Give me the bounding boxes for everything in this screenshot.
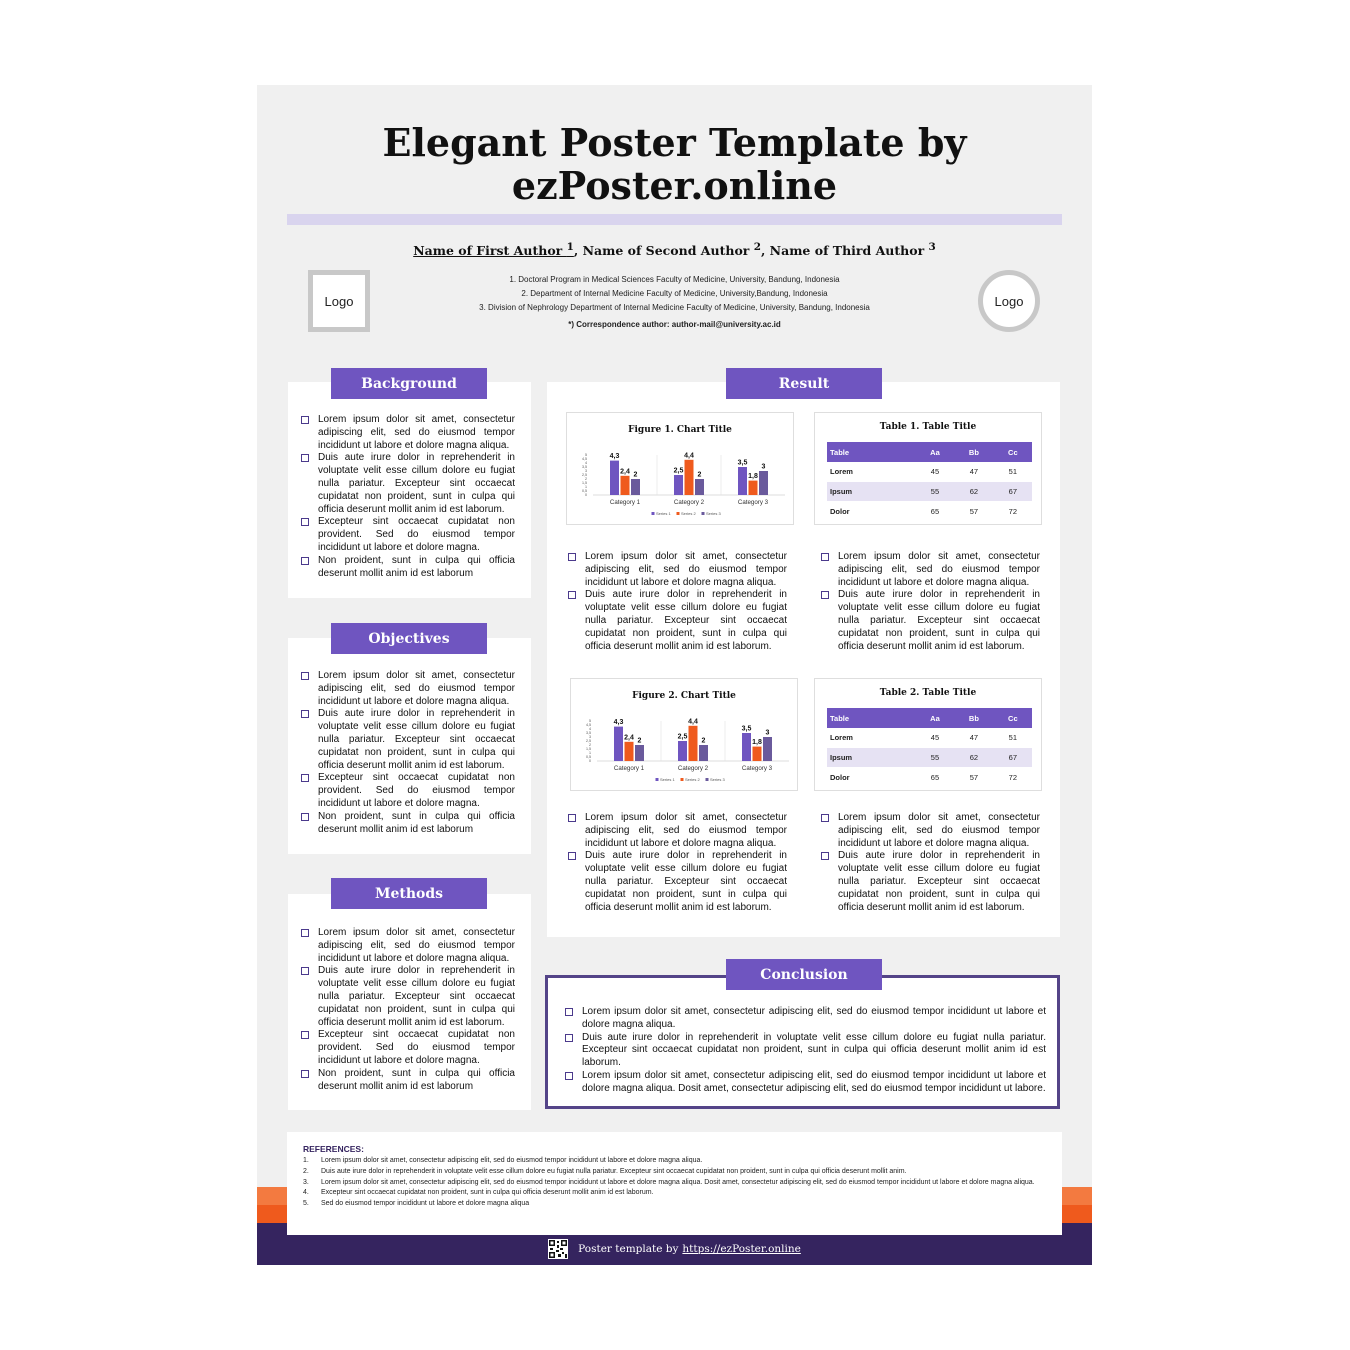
y-tick-label: 2	[589, 743, 591, 748]
table-header: Bb	[954, 442, 994, 462]
data-label: 2,4	[620, 468, 630, 476]
first-author: Name of First Author $^1$	[413, 241, 574, 259]
table-cell: Lorem	[827, 462, 916, 482]
list-item: Duis aute irure dolor in reprehenderit in voluptate velit esse cillum dolore eu fugiat nulla pariatur. Excepteur sint occaecat cupidatat non proident, sunt in culpa qui officia deserunt mollit anim id est laborum.	[300, 965, 515, 1029]
bar	[689, 726, 698, 761]
data-label: 3	[761, 463, 766, 471]
list-item: Lorem ipsum dolor sit amet, consectetur adipiscing elit, sed do eiusmod tempor incididunt ut labore et dolore magna aliqua. Dosit amet, consectetur adipiscing elit, sed do eiusmod tempor incididunt ut labore.	[564, 1070, 1046, 1096]
y-tick-label: 1	[589, 751, 591, 756]
table-2	[827, 708, 1032, 788]
table-header: Aa	[916, 708, 954, 728]
legend-label: Series 3	[710, 776, 725, 782]
bar	[625, 742, 634, 761]
objectives-heading: Objectives	[331, 623, 487, 654]
bar	[678, 741, 687, 761]
logo-right	[978, 270, 1040, 332]
legend-label: Series 3	[706, 510, 721, 516]
data-label: 3	[765, 729, 770, 737]
bar	[621, 476, 630, 495]
y-tick-label: 4	[585, 461, 587, 466]
data-label: 1,8	[748, 473, 758, 481]
y-tick-label: 3	[589, 735, 591, 740]
bar	[749, 481, 758, 495]
background-card	[288, 382, 531, 598]
legend-swatch	[677, 512, 680, 515]
y-tick-label: 3	[585, 469, 587, 474]
table-cell: 55	[916, 748, 954, 768]
legend-label: Series 2	[685, 776, 700, 782]
table-row	[827, 482, 1032, 502]
table-row	[827, 502, 1032, 522]
legend-label: Series 1	[656, 510, 671, 516]
list-item: Duis aute irure dolor in reprehenderit in voluptate velit esse cillum dolore eu fugiat nulla pariatur. Excepteur sint occaecat cupidatat non proident, sunt in culpa qui officia deserunt mollit anim id est laborum.	[820, 589, 1040, 653]
table-cell: 65	[916, 502, 954, 522]
references-heading: REFERENCES:	[303, 1144, 364, 1154]
table-header: Table	[827, 442, 916, 462]
data-label: 2	[701, 737, 706, 745]
table-2-panel	[814, 678, 1042, 791]
logo-left-text: Logo	[324, 293, 354, 309]
table-header-row	[827, 442, 1032, 462]
conclusion-card	[545, 975, 1060, 1109]
list-item: Duis aute irure dolor in reprehenderit in voluptate velit esse cillum dolore eu fugiat nulla pariatur. Excepteur sint occaecat cupidatat non proident, sunt in culpa qui officia deserunt mollit anim id est laborum.	[820, 850, 1040, 914]
result-text-1	[567, 551, 787, 653]
table-cell: 47	[954, 728, 994, 748]
author-line	[257, 241, 1092, 258]
list-item: Lorem ipsum dolor sit amet, consectetur adipiscing elit, sed do eiusmod tempor incididunt ut labore et dolore magna aliqua.	[300, 414, 515, 452]
methods-list	[300, 927, 515, 1093]
table-cell: 62	[954, 482, 994, 502]
credit-link[interactable]: https://ezPoster.online	[682, 1243, 801, 1255]
third-author-sup: 3	[928, 241, 936, 253]
table-header: Bb	[954, 708, 994, 728]
y-tick-label: 1	[585, 485, 587, 490]
logo-left	[308, 270, 370, 332]
poster-title	[257, 121, 1092, 207]
list-item: Duis aute irure dolor in reprehenderit in voluptate velit esse cillum dolore eu fugiat nulla pariatur. Excepteur sint occaecat cupidatat non proident, sunt in culpa qui officia deserunt mollit anim id est laborum.	[300, 452, 515, 516]
category-label: Category 3	[737, 499, 769, 506]
list-item: Lorem ipsum dolor sit amet, consectetur adipiscing elit, sed do eiusmod tempor incididunt ut labore et dolore magna aliqua.	[567, 551, 787, 589]
bar	[742, 733, 751, 761]
list-item: Lorem ipsum dolor sit amet, consectetur adipiscing elit, sed do eiusmod tempor incididunt ut labore et dolore magna aliqua.	[820, 551, 1040, 589]
title-line-1: Elegant Poster Template by	[382, 120, 967, 165]
result-text-4	[820, 812, 1040, 914]
table-cell: Lorem	[827, 728, 916, 748]
y-tick-label: 5	[589, 719, 591, 724]
logo-right-text: Logo	[994, 293, 1024, 309]
table-header: Aa	[916, 442, 954, 462]
background-list	[300, 414, 515, 580]
category-label: Category 2	[673, 499, 705, 506]
category-label: Category 1	[613, 765, 645, 772]
data-label: 2,5	[673, 467, 684, 475]
list-item: Lorem ipsum dolor sit amet, consectetur adipiscing elit, sed do eiusmod tempor incididunt ut labore et dolore magna aliqua.	[820, 812, 1040, 850]
figure-1-chart	[567, 441, 795, 525]
y-tick-label: 2,5	[582, 473, 587, 478]
table-row	[827, 728, 1032, 748]
figure-2-chart	[571, 707, 799, 791]
conclusion-list	[564, 1006, 1046, 1096]
title-line-2: ezPoster.online	[511, 163, 838, 208]
category-label: Category 2	[677, 765, 709, 772]
legend-swatch	[681, 778, 684, 781]
list-item: Duis aute irure dolor in reprehenderit in voluptate velit esse cillum dolore eu fugiat nulla pariatur. Excepteur sint occaecat cupidatat non proident, sunt in culpa qui officia deserunt mollit anim id est laborum.	[567, 850, 787, 914]
table-1-panel	[814, 412, 1042, 525]
data-label: 1,8	[752, 739, 762, 747]
table-cell: 72	[994, 768, 1032, 788]
y-tick-label: 2,5	[586, 739, 591, 744]
correspondence: *) Correspondence author: author-mail@university.ac.id	[568, 320, 781, 329]
bar	[695, 479, 704, 495]
reference-item: 2. Duis aute irure dolor in reprehenderit in voluptate velit esse cillum dolore eu fugiat nulla pariatur. Excepteur sint occaecat cupidatat non proident, sunt in culpa qui officia deserunt mollit anim.	[303, 1167, 907, 1175]
table-2-title: Table 2. Table Title	[879, 688, 977, 698]
result-text-3	[567, 812, 787, 914]
data-label: 3,5	[737, 459, 748, 467]
legend-swatch	[706, 778, 709, 781]
category-label: Category 3	[741, 765, 773, 772]
data-label: 2	[633, 471, 638, 479]
y-tick-label: 0	[589, 759, 591, 764]
legend-swatch	[702, 512, 705, 515]
figure-1	[566, 412, 794, 525]
references-list	[303, 1156, 1045, 1210]
bar	[763, 737, 772, 761]
affiliation-2: 2. Department of Internal Medicine Faculty of Medicine, University,Bandung, Indonesia	[521, 289, 828, 298]
table-1	[827, 442, 1032, 522]
table-row	[827, 768, 1032, 788]
figure-2-title: Figure 2. Chart Title	[632, 691, 736, 701]
table-1-title: Table 1. Table Title	[879, 422, 977, 432]
affiliation-3: 3. Division of Nephrology Department of Internal Medicine Faculty of Medicine, University, Bandung, Indonesia	[479, 303, 870, 312]
result-text-2	[820, 551, 1040, 653]
legend-label: Series 1	[660, 776, 675, 782]
conclusion-heading: Conclusion	[726, 959, 882, 990]
result-heading: Result	[726, 368, 882, 399]
bar	[699, 745, 708, 761]
legend-swatch	[652, 512, 655, 515]
y-tick-label: 5	[585, 453, 587, 458]
table-cell: 72	[994, 502, 1032, 522]
bar	[614, 727, 623, 761]
references-card	[287, 1132, 1062, 1235]
data-label: 2	[697, 471, 702, 479]
objectives-list	[300, 670, 515, 836]
objectives-card	[288, 638, 531, 854]
reference-item: 5. Sed do eiusmod tempor incididunt ut labore et dolore magna aliqua	[303, 1200, 530, 1208]
data-label: 4,3	[613, 719, 624, 727]
table-header: Cc	[994, 442, 1032, 462]
data-label: 2,5	[677, 733, 688, 741]
table-cell: 45	[916, 728, 954, 748]
second-author-sup: 2	[753, 241, 761, 253]
table-cell: Dolor	[827, 502, 916, 522]
y-tick-label: 4	[589, 727, 591, 732]
y-tick-label: 1,5	[582, 481, 587, 486]
y-tick-label: 0,5	[582, 489, 587, 494]
data-label: 4,4	[688, 718, 698, 726]
affiliations	[407, 273, 942, 332]
list-item: Excepteur sint occaecat cupidatat non provident. Sed do eiusmod tempor incididunt ut labore et dolore magna.	[300, 1029, 515, 1067]
table-cell: 67	[994, 482, 1032, 502]
list-item: Non proident, sunt in culpa qui officia deserunt mollit anim id est laborum	[300, 555, 515, 581]
bar	[685, 460, 694, 495]
list-item: Duis aute irure dolor in reprehenderit in voluptate velit esse cillum dolore eu fugiat nulla pariatur. Excepteur sint occaecat cupidatat non proident, sunt in culpa qui officia deserunt mollit anim id est laborum.	[567, 589, 787, 653]
reference-item: 1. Lorem ipsum dolor sit amet, consectetur adipiscing elit, sed do eiusmod tempor incididunt ut labore et dolore magna aliqua.	[303, 1157, 703, 1164]
bar	[610, 461, 619, 495]
bar	[753, 747, 762, 761]
table-cell: 57	[954, 768, 994, 788]
methods-heading: Methods	[331, 878, 487, 909]
credit-text: Poster template by	[578, 1243, 679, 1255]
bar	[738, 467, 747, 495]
table-cell: 51	[994, 728, 1032, 748]
bar	[635, 745, 644, 761]
table-header: Cc	[994, 708, 1032, 728]
methods-card	[288, 894, 531, 1110]
table-cell: 62	[954, 748, 994, 768]
list-item: Lorem ipsum dolor sit amet, consectetur adipiscing elit, sed do eiusmod tempor incididunt ut labore et dolore magna aliqua.	[564, 1006, 1046, 1032]
bar	[759, 471, 768, 495]
table-cell: 67	[994, 748, 1032, 768]
table-row	[827, 462, 1032, 482]
table-cell: 45	[916, 462, 954, 482]
y-tick-label: 2	[585, 477, 587, 482]
list-item: Excepteur sint occaecat cupidatat non provident. Sed do eiusmod tempor incididunt ut labore et dolore magna.	[300, 772, 515, 810]
bar	[631, 479, 640, 495]
legend-label: Series 2	[681, 510, 696, 516]
y-tick-label: 3,5	[586, 731, 591, 736]
table-cell: 57	[954, 502, 994, 522]
list-item: Lorem ipsum dolor sit amet, consectetur adipiscing elit, sed do eiusmod tempor incididunt ut labore et dolore magna aliqua.	[300, 670, 515, 708]
data-label: 3,5	[741, 725, 752, 733]
reference-item: 4. Excepteur sint occaecat cupidatat non proident, sunt in culpa qui officia deserunt mollit anim id est laborum.	[303, 1189, 654, 1197]
list-item: Duis aute irure dolor in reprehenderit in voluptate velit esse cillum dolore eu fugiat nulla pariatur. Excepteur sint occaecat cupidatat non proident, sunt in culpa qui officia deserunt mollit anim id est laborum.	[300, 708, 515, 772]
table-cell: 65	[916, 768, 954, 788]
data-label: 2,4	[624, 734, 634, 742]
list-item: Lorem ipsum dolor sit amet, consectetur adipiscing elit, sed do eiusmod tempor incididunt ut labore et dolore magna aliqua.	[300, 927, 515, 965]
table-cell: 51	[994, 462, 1032, 482]
y-tick-label: 1,5	[586, 747, 591, 752]
category-label: Category 1	[609, 499, 641, 506]
table-cell: 47	[954, 462, 994, 482]
footer-credit	[257, 1238, 1092, 1260]
y-tick-label: 3,5	[582, 465, 587, 470]
data-label: 4,4	[684, 452, 694, 460]
figure-2	[570, 678, 798, 791]
data-label: 2	[637, 737, 642, 745]
third-author: , Name of Third Author	[760, 243, 929, 259]
data-label: 4,3	[609, 453, 620, 461]
bar	[674, 475, 683, 495]
list-item: Non proident, sunt in culpa qui officia deserunt mollit anim id est laborum	[300, 811, 515, 837]
affiliation-1: 1. Doctoral Program in Medical Sciences Faculty of Medicine, University, Bandung, Indonesia	[509, 275, 840, 284]
background-heading: Background	[331, 368, 487, 399]
poster	[257, 85, 1092, 1265]
table-cell: Ipsum	[827, 748, 916, 768]
list-item: Lorem ipsum dolor sit amet, consectetur adipiscing elit, sed do eiusmod tempor incididunt ut labore et dolore magna aliqua.	[567, 812, 787, 850]
title-divider	[287, 214, 1062, 225]
table-cell: Ipsum	[827, 482, 916, 502]
table-cell: Dolor	[827, 768, 916, 788]
y-tick-label: 0	[585, 493, 587, 498]
result-card	[547, 382, 1060, 937]
list-item: Non proident, sunt in culpa qui officia deserunt mollit anim id est laborum	[300, 1068, 515, 1094]
table-cell: 55	[916, 482, 954, 502]
legend-swatch	[656, 778, 659, 781]
y-tick-label: 4,5	[586, 723, 591, 728]
list-item: Excepteur sint occaecat cupidatat non provident. Sed do eiusmod tempor incididunt ut labore et dolore magna.	[300, 516, 515, 554]
y-tick-label: 0,5	[586, 755, 591, 760]
table-row	[827, 748, 1032, 768]
list-item: Duis aute irure dolor in reprehenderit in voluptate velit esse cillum dolore eu fugiat nulla pariatur. Excepteur sint occaecat cupidatat non proident, sunt in culpa qui officia deserunt mollit anim id est laborum.	[564, 1032, 1046, 1070]
reference-item: 3. Lorem ipsum dolor sit amet, consectetur adipiscing elit, sed do eiusmod tempor incididunt ut labore et dolore magna aliqua. Dosit amet, consectetur adipiscing elit, sed do eiusmod tempor incididunt ut labore et dolore magna aliqua.	[303, 1178, 1035, 1186]
qr-code-icon	[548, 1239, 568, 1259]
table-header: Table	[827, 708, 916, 728]
y-tick-label: 4,5	[582, 457, 587, 462]
figure-1-title: Figure 1. Chart Title	[628, 425, 732, 435]
table-header-row	[827, 708, 1032, 728]
second-author: , Name of Second Author	[573, 243, 754, 259]
